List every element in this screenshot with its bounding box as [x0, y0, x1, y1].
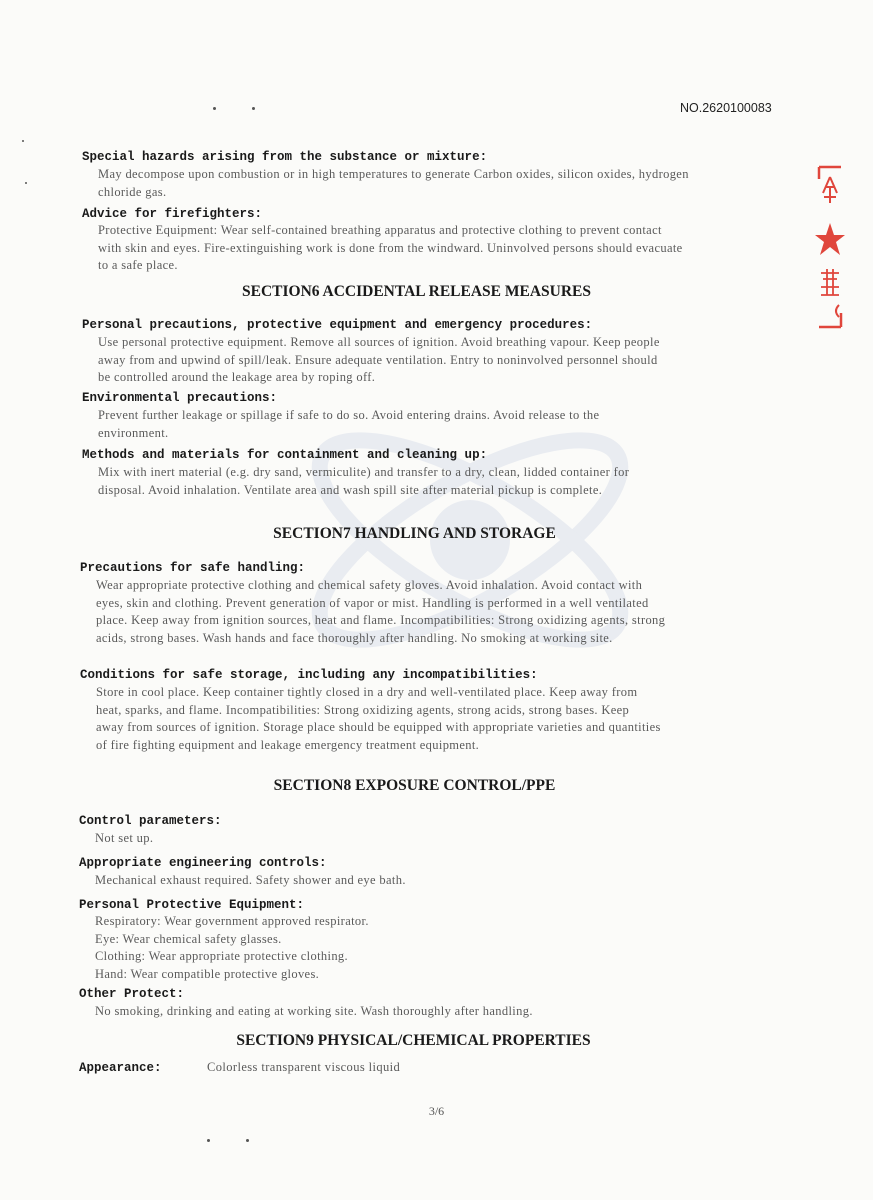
environmental-text: [98, 407, 775, 442]
text-line: Clothing: Wear appropriate protective clothing.: [95, 949, 348, 964]
text-line: Hand: Wear compatible protective gloves.: [95, 966, 320, 981]
text-line: No smoking, drinking and eating at working site. Wash thoroughly after handling.: [95, 1004, 533, 1018]
text-line: of fire fighting equipment and leakage emergency treatment equipment.: [96, 737, 480, 752]
text-line: Not set up.: [95, 831, 154, 845]
text-line: acids, strong bases. Wash hands and face thoroughly after handling. No smoking at working site.: [96, 630, 613, 645]
environmental-heading: Environmental precautions:: [82, 391, 278, 405]
safe-storage-text: [96, 684, 773, 754]
document-number: NO.2620100083: [680, 101, 772, 115]
section9-title: SECTION9 PHYSICAL/CHEMICAL PROPERTIES: [236, 1032, 591, 1049]
text-line: away from sources of ignition. Storage place should be equipped with appropriate varieties and quantities: [96, 720, 661, 735]
containment-text: [98, 464, 775, 499]
scan-speck: [213, 107, 216, 110]
text-line: Prevent further leakage or spillage if safe to do so. Avoid entering drains. Avoid release to the: [98, 408, 600, 422]
safe-handling-heading: Precautions for safe handling:: [80, 561, 306, 575]
containment-heading: Methods and materials for containment and cleaning up:: [82, 448, 488, 462]
ppe-heading: Personal Protective Equipment:: [79, 898, 305, 912]
text-line: chloride gas.: [98, 184, 167, 199]
control-parameters-text: [95, 830, 772, 848]
text-line: with skin and eyes. Fire-extinguishing work is done from the windward. Uninvolved persons should evacuate: [98, 240, 683, 255]
page-number: 3/6: [428, 1104, 445, 1118]
text-line: eyes, skin and clothing. Prevent generation of vapor or mist. Handling is performed in a well ventilated: [96, 595, 649, 610]
firefighters-heading: Advice for firefighters:: [82, 207, 263, 221]
scan-speck: [22, 140, 24, 142]
personal-precautions-heading: Personal precautions, protective equipment and emergency procedures:: [82, 318, 593, 332]
text-line: Wear appropriate protective clothing and chemical safety gloves. Avoid inhalation. Avoid contact with: [96, 578, 643, 592]
text-line: Mechanical exhaust required. Safety shower and eye bath.: [95, 873, 406, 887]
section8-title: SECTION8 EXPOSURE CONTROL/PPE: [273, 777, 556, 794]
section6-title: SECTION6 ACCIDENTAL RELEASE MEASURES: [242, 283, 591, 300]
inspection-stamp-icon: [815, 165, 845, 335]
scan-speck: [246, 1139, 249, 1142]
text-line: be controlled around the leakage area by roping off.: [98, 370, 376, 385]
text-line: Eye: Wear chemical safety glasses.: [95, 931, 282, 946]
other-protect-text: [95, 1003, 772, 1021]
engineering-controls-text: [95, 872, 772, 890]
special-hazards-heading: Special hazards arising from the substance or mixture:: [82, 150, 488, 164]
text-line: May decompose upon combustion or in high temperatures to generate Carbon oxides, silicon oxides, hydrogen: [98, 167, 689, 181]
engineering-controls-heading: Appropriate engineering controls:: [79, 856, 327, 870]
text-line: environment.: [98, 425, 169, 440]
firefighters-text: [98, 222, 775, 275]
safe-handling-text: [96, 577, 773, 647]
section7-title: SECTION7 HANDLING AND STORAGE: [273, 525, 556, 542]
special-hazards-text: [98, 166, 775, 201]
text-line: Mix with inert material (e.g. dry sand, vermiculite) and transfer to a dry, clean, lidded container for: [98, 465, 630, 479]
other-protect-heading: Other Protect:: [79, 987, 185, 1001]
scan-speck: [25, 182, 27, 184]
ppe-text: [95, 913, 772, 983]
scan-speck: [252, 107, 255, 110]
text-line: heat, sparks, and flame. Incompatibilities: Strong oxidizing agents, strong acids, strong bases. Keep: [96, 702, 630, 717]
safe-storage-heading: Conditions for safe storage, including any incompatibilities:: [80, 668, 538, 682]
text-line: Use personal protective equipment. Remove all sources of ignition. Avoid breathing vapour. Keep people: [98, 335, 660, 349]
scan-speck: [207, 1139, 210, 1142]
text-line: to a safe place.: [98, 258, 178, 273]
text-line: Respiratory: Wear government approved respirator.: [95, 914, 369, 928]
text-line: disposal. Avoid inhalation. Ventilate area and wash spill site after material pickup is complete.: [98, 482, 603, 497]
appearance-value: Colorless transparent viscous liquid: [207, 1060, 401, 1074]
control-parameters-heading: Control parameters:: [79, 814, 222, 828]
text-line: Protective Equipment: Wear self-contained breathing apparatus and protective clothing to prevent contact: [98, 223, 662, 237]
text-line: Store in cool place. Keep container tightly closed in a dry and well-ventilated place. Keep away from: [96, 685, 638, 699]
text-line: place. Keep away from ignition sources, heat and flame. Incompatibilities: Strong oxidizing agents, strong: [96, 613, 666, 628]
personal-precautions-text: [98, 334, 775, 387]
appearance-label: Appearance:: [79, 1061, 162, 1075]
text-line: away from and upwind of spill/leak. Ensure adequate ventilation. Entry to noninvolved personnel should: [98, 352, 658, 367]
